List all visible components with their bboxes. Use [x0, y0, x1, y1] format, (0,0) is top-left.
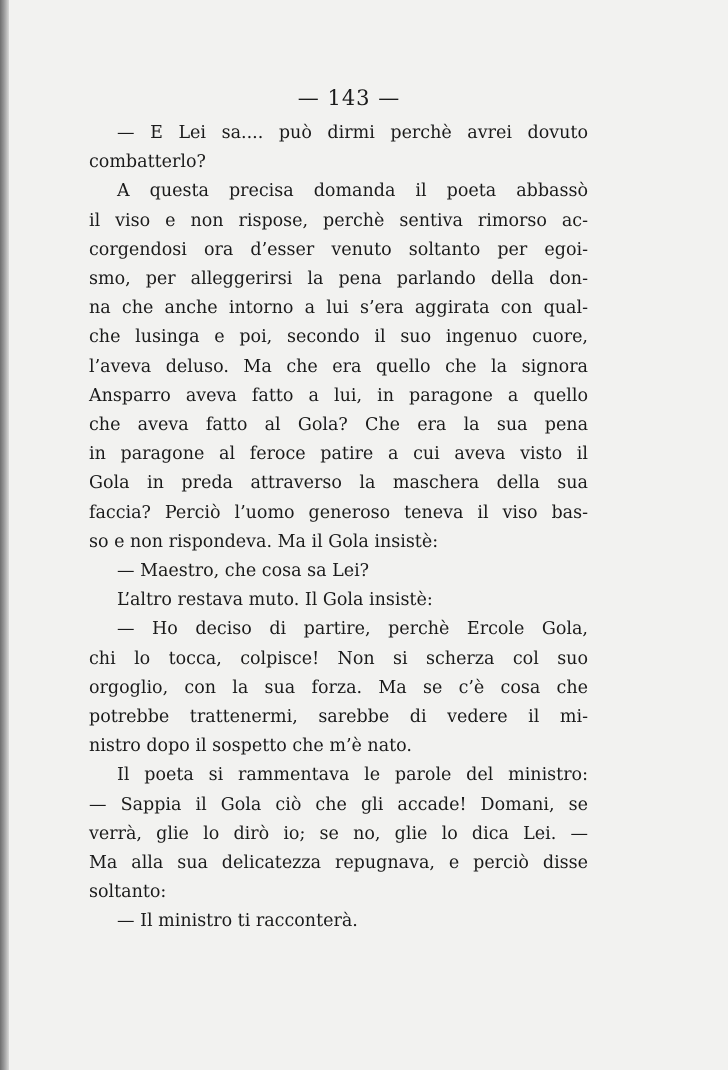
- text-line: — Sappia il Gola ciò che gli accade! Domani, se: [89, 794, 588, 815]
- text-line: smo, per alleggerirsi la pena parlando della don-: [89, 269, 588, 290]
- text-line: in paragone al feroce patire a cui aveva visto il: [89, 444, 588, 465]
- text-line: na che anche intorno a lui s’era aggirata con qual-: [89, 298, 588, 319]
- text-line: Gola in preda attraverso la maschera della sua: [89, 473, 588, 494]
- text-line: faccia? Perciò l’uomo generoso teneva il viso bas-: [89, 502, 588, 523]
- text-line: Il poeta si rammentava le parole del ministro:: [117, 765, 588, 786]
- text-line: corgendosi ora d’esser venuto soltanto per egoi-: [89, 239, 588, 260]
- text-line: — Ho deciso di partire, perchè Ercole Gola,: [117, 619, 588, 640]
- text-line: Ansparro aveva fatto a lui, in paragone a quello: [89, 385, 588, 406]
- text-line: — E Lei sa.... può dirmi perchè avrei dovuto: [117, 123, 588, 143]
- text-line: combatterlo?: [89, 152, 206, 173]
- text-line: orgoglio, con la sua forza. Ma se c’è cosa che: [89, 677, 588, 698]
- text-line: — Il ministro ti racconterà.: [117, 911, 358, 932]
- text-line: che lusinga e poi, secondo il suo ingenuo cuore,: [89, 327, 588, 348]
- text-line: L’altro restava muto. Il Gola insistè:: [117, 590, 433, 611]
- text-line: potrebbe trattenermi, sarebbe di vedere il mi-: [89, 707, 588, 728]
- text-line: soltanto:: [89, 882, 167, 903]
- text-line: verrà, glie lo dirò io; se no, glie lo dica Lei. —: [89, 823, 588, 844]
- text-line: il viso e non rispose, perchè sentiva rimorso ac-: [89, 210, 588, 231]
- page-number: — 143 —: [297, 86, 401, 110]
- text-line: — Maestro, che cosa sa Lei?: [117, 561, 370, 582]
- text-line: Ma alla sua delicatezza repugnava, e perciò disse: [89, 853, 588, 874]
- text-line: chi lo tocca, colpisce! Non si scherza col suo: [89, 648, 588, 669]
- text-line: che aveva fatto al Gola? Che era la sua pena: [89, 415, 588, 436]
- body-text: [89, 119, 588, 937]
- text-line: A questa precisa domanda il poeta abbassò: [117, 181, 588, 202]
- text-line: nistro dopo il sospetto che m’è nato.: [89, 736, 412, 757]
- text-line: l’aveva deluso. Ma che era quello che la signora: [89, 356, 588, 377]
- page-binding-edge: [0, 0, 9, 1070]
- text-line: so e non rispondeva. Ma il Gola insistè:: [89, 531, 439, 552]
